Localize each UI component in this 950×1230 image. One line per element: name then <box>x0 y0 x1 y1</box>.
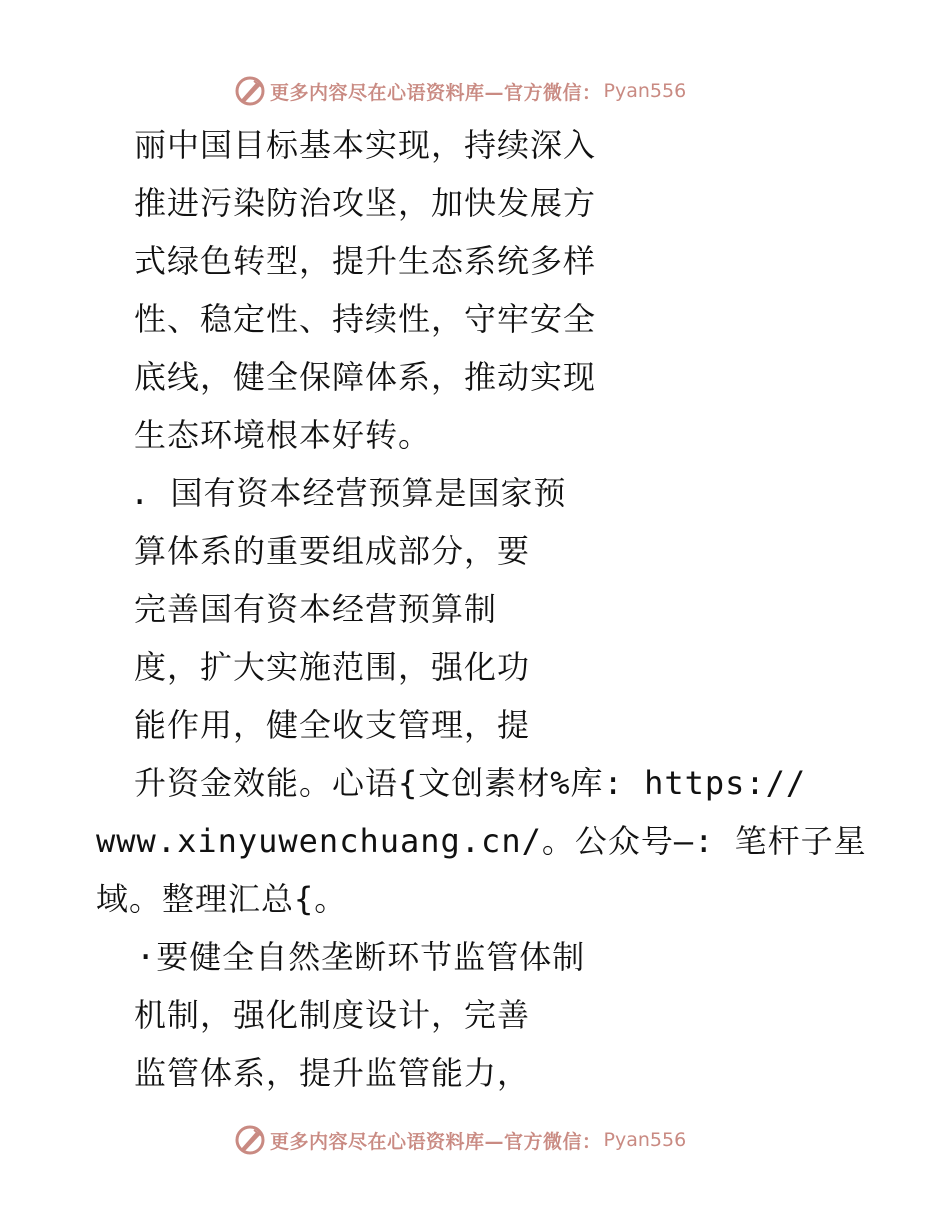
text-line: 机制，强化制度设计，完善 <box>134 996 531 1034</box>
text-line: 算体系的重要组成部分，要 <box>134 532 531 570</box>
text-line: 式绿色转型，提升生态系统多样 <box>134 242 597 280</box>
text-line: ·要健全自然垄断环节监管体制 <box>136 938 586 976</box>
text-line: 度，扩大实施范围，强化功 <box>134 648 531 686</box>
watermark-wechat-id: Pyan556 <box>603 80 687 102</box>
text-line: . 国有资本经营预算是国家预 <box>130 474 567 512</box>
text-line: 推进污染防治攻坚，加快发展方 <box>134 184 597 222</box>
footer-watermark <box>234 1123 686 1157</box>
text-line: 生态环境根本好转。 <box>134 416 432 454</box>
text-line: 域。整理汇总{。 <box>96 880 348 918</box>
text-line: www.xinyuwenchuang.cn/。公众号—: 笔杆子星 <box>96 822 867 860</box>
text-line: 完善国有资本经营预算制 <box>134 590 498 628</box>
pen-logo-icon <box>234 1124 266 1156</box>
text-line: 监管体系，提升监管能力， <box>134 1054 531 1092</box>
text-line: 能作用，健全收支管理，提 <box>134 706 531 744</box>
header-watermark <box>234 74 686 108</box>
watermark-wechat-id: Pyan556 <box>603 1129 687 1151</box>
watermark-text: 更多内容尽在心语资料库—官方微信： <box>270 1130 602 1153</box>
text-line: 丽中国目标基本实现，持续深入 <box>134 126 597 164</box>
pen-logo-icon <box>234 75 266 107</box>
text-line: 性、稳定性、持续性，守牢安全 <box>134 300 597 338</box>
text-line: 底线，健全保障体系，推动实现 <box>134 358 597 396</box>
text-line: 升资金效能。心语{文创素材%库: https:// <box>134 764 807 802</box>
watermark-text: 更多内容尽在心语资料库—官方微信： <box>270 81 602 104</box>
